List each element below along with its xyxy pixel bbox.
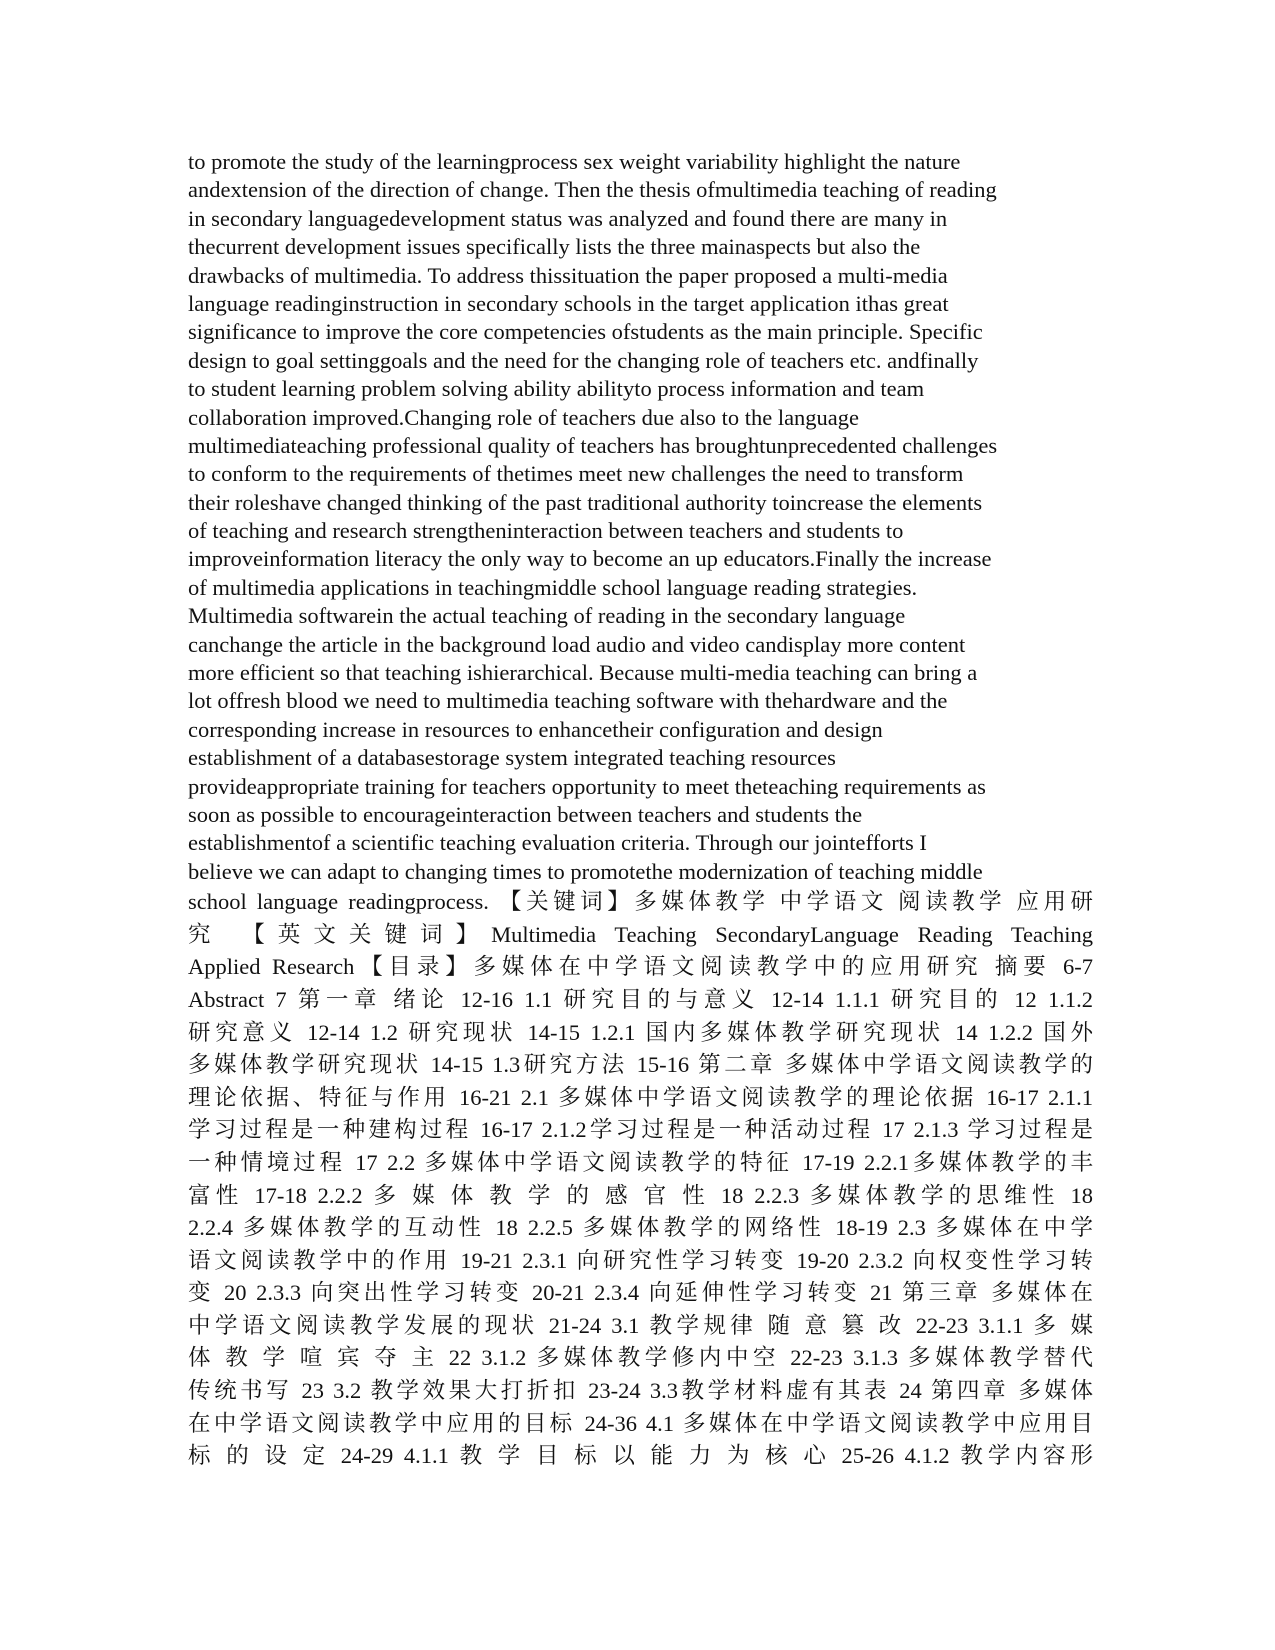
abstract-line: to promote the study of the learningprocess sex weight variability highlight the nature bbox=[188, 149, 961, 174]
abstract-line: more efficient so that teaching ishierarchical. Because multi-media teaching can bring a bbox=[188, 660, 978, 686]
abstract-line: soon as possible to encourageinteraction between teachers and students the bbox=[188, 801, 863, 827]
abstract-line: design to goal settinggoals and the need for the changing role of teachers etc. andfinally bbox=[188, 347, 979, 373]
content-line: 标 的 设 定 24-29 4.1.1 教 学 目 标 以 能 力 为 核 心 25-26 4.1.2 教学内容形 bbox=[188, 1443, 1093, 1469]
abstract-line: andextension of the direction of change. Then the thesis ofmultimedia teaching of reading bbox=[188, 177, 997, 203]
abstract-line: to conform to the requirements of thetimes meet new challenges the need to transform bbox=[188, 461, 964, 487]
abstract-line: establishment of a databasestorage system integrated teaching resources bbox=[188, 745, 836, 771]
english-abstract bbox=[188, 148, 1093, 886]
content-line: 在中学语文阅读教学中应用的目标 24-36 4.1 多媒体在中学语文阅读教学中应用目 bbox=[188, 1410, 1093, 1436]
abstract-line: thecurrent development issues specifically lists the three mainaspects but also the bbox=[188, 234, 921, 260]
abstract-line: corresponding increase in resources to enhancetheir configuration and design bbox=[188, 716, 883, 742]
abstract-line: believe we can adapt to changing times to promotethe modernization of teaching middle bbox=[188, 858, 983, 884]
abstract-line: provideappropriate training for teachers opportunity to meet theteaching requirements as bbox=[188, 773, 986, 799]
body-text bbox=[188, 148, 1093, 1473]
content-line: Abstract 7 第一章 绪论 12-16 1.1 研究目的与意义 12-14 1.1.1 研究目的 12 1.1.2 bbox=[188, 986, 1093, 1012]
abstract-line: lot offresh blood we need to multimedia teaching software with thehardware and the bbox=[188, 688, 948, 714]
content-line: 研究意义 12-14 1.2 研究现状 14-15 1.2.1 国内多媒体教学研究现状 14 1.2.2 国外 bbox=[188, 1019, 1093, 1045]
content-line: 学习过程是一种建构过程 16-17 2.1.2学习过程是一种活动过程 17 2.1.3 学习过程是 bbox=[188, 1117, 1093, 1143]
content-line: 究 【英文关键词】Multimedia Teaching SecondaryLanguage Reading Teaching bbox=[188, 921, 1093, 947]
content-line: 富性 17-18 2.2.2 多 媒 体 教 学 的 感 官 性 18 2.2.3 多媒体教学的思维性 18 bbox=[188, 1182, 1093, 1208]
abstract-line: establishmentof a scientific teaching evaluation criteria. Through our jointefforts I bbox=[188, 830, 927, 856]
content-line: 多媒体教学研究现状 14-15 1.3研究方法 15-16 第二章 多媒体中学语文阅读教学的 bbox=[188, 1052, 1093, 1078]
content-line: 语文阅读教学中的作用 19-21 2.3.1 向研究性学习转变 19-20 2.3.2 向权变性学习转 bbox=[188, 1247, 1093, 1273]
content-line: 一种情境过程 17 2.2 多媒体中学语文阅读教学的特征 17-19 2.2.1多媒体教学的丰 bbox=[188, 1149, 1093, 1175]
abstract-line: of multimedia applications in teachingmiddle school language reading strategies. bbox=[188, 574, 918, 600]
abstract-line: of teaching and research strengtheninteraction between teachers and students to bbox=[188, 518, 904, 544]
abstract-line: language readinginstruction in secondary schools in the target application ithas great bbox=[188, 290, 949, 316]
abstract-line: significance to improve the core competencies ofstudents as the main principle. Specific bbox=[188, 319, 983, 345]
content-line: 变 20 2.3.3 向突出性学习转变 20-21 2.3.4 向延伸性学习转变 21 第三章 多媒体在 bbox=[188, 1280, 1093, 1306]
abstract-line: Multimedia softwarein the actual teaching of reading in the secondary language bbox=[188, 603, 906, 629]
abstract-line: multimediateaching professional quality of teachers has broughtunprecedented challenges bbox=[188, 432, 998, 458]
abstract-line: canchange the article in the background load audio and video candisplay more content bbox=[188, 631, 966, 657]
keywords-and-table-of-contents bbox=[188, 886, 1093, 1473]
abstract-line: to student learning problem solving ability abilityto process information and team bbox=[188, 376, 925, 402]
content-line: 理论依据、特征与作用 16-21 2.1 多媒体中学语文阅读教学的理论依据 16-17 2.1.1 bbox=[188, 1084, 1093, 1110]
content-line: 2.2.4 多媒体教学的互动性 18 2.2.5 多媒体教学的网络性 18-19 2.3 多媒体在中学 bbox=[188, 1215, 1093, 1241]
abstract-line: drawbacks of multimedia. To address thissituation the paper proposed a multi-media bbox=[188, 262, 948, 288]
abstract-line: improveinformation literacy the only way to become an up educators.Finally the increase bbox=[188, 546, 992, 572]
content-line: 中学语文阅读教学发展的现状 21-24 3.1 教学规律 随 意 篡 改 22-23 3.1.1 多 媒 bbox=[188, 1312, 1093, 1338]
abstract-line: collaboration improved.Changing role of teachers due also to the language bbox=[188, 404, 860, 430]
content-line: 传统书写 23 3.2 教学效果大打折扣 23-24 3.3教学材料虚有其表 24 第四章 多媒体 bbox=[188, 1378, 1093, 1404]
abstract-line: in secondary languagedevelopment status was analyzed and found there are many in bbox=[188, 205, 948, 231]
content-line: 体 教 学 喧 宾 夺 主 22 3.1.2 多媒体教学修内中空 22-23 3.1.3 多媒体教学替代 bbox=[188, 1345, 1093, 1371]
content-line: school language readingprocess. 【关键词】多媒体教学 中学语文 阅读教学 应用研 bbox=[188, 889, 1093, 915]
content-line: Applied Research【目录】多媒体在中学语文阅读教学中的应用研究 摘要 6-7 bbox=[188, 954, 1093, 980]
abstract-line: their roleshave changed thinking of the past traditional authority toincrease the elements bbox=[188, 489, 983, 515]
